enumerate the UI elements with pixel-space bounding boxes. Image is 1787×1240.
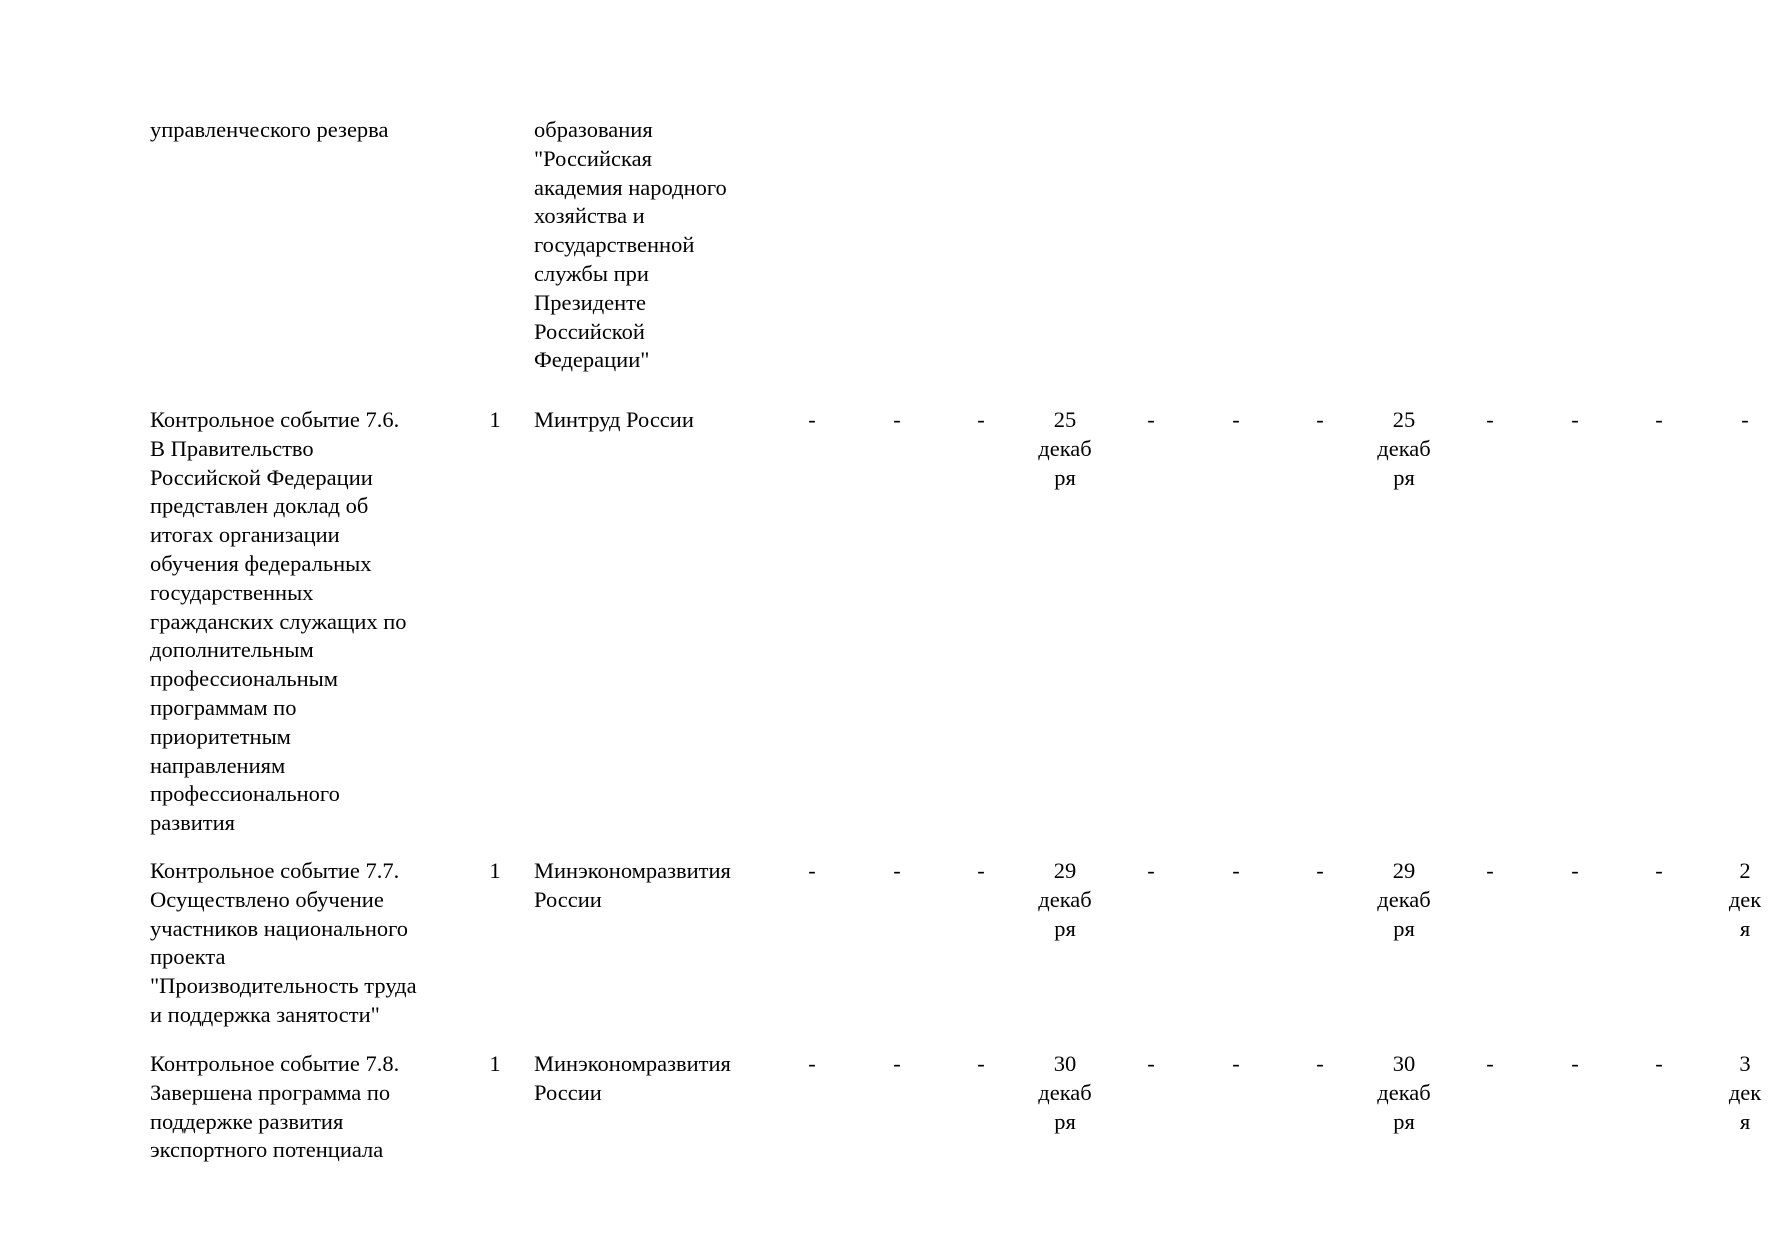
text-line: - xyxy=(1486,858,1494,883)
period-cell xyxy=(770,406,854,435)
text-line: декаб xyxy=(1377,886,1431,912)
period-cell xyxy=(770,857,854,886)
text-line: - xyxy=(1316,858,1324,883)
count-cell: 1 xyxy=(489,1051,501,1076)
text-line: дополнительным xyxy=(150,637,314,663)
text-line: государственной xyxy=(534,232,695,258)
text-line: - xyxy=(893,858,901,883)
text-line: Контрольное событие 7.7. xyxy=(150,858,400,883)
period-cell xyxy=(1448,1050,1532,1079)
period-cell xyxy=(855,1050,939,1079)
text-line: профессиональным xyxy=(150,666,339,692)
text-line: - xyxy=(1147,1051,1155,1076)
period-cell xyxy=(1194,406,1278,435)
text-line: дек xyxy=(1728,886,1762,912)
text-line: - xyxy=(1147,858,1155,883)
period-cell xyxy=(1533,406,1617,435)
text-line: Контрольное событие 7.6. xyxy=(150,407,400,432)
period-cell xyxy=(939,1050,1023,1079)
period-cell xyxy=(1109,857,1193,886)
text-line: и поддержка занятости" xyxy=(150,1001,380,1027)
text-line: - xyxy=(1147,407,1155,432)
period-cell xyxy=(1362,857,1446,943)
text-line: - xyxy=(1316,1051,1324,1076)
text-line: 29 xyxy=(1053,858,1077,883)
period-cell xyxy=(1023,857,1107,943)
text-line: ря xyxy=(1393,1108,1415,1134)
text-line: 30 xyxy=(1053,1051,1077,1076)
period-cell xyxy=(1617,857,1701,886)
text-line: академия народного xyxy=(534,174,727,200)
period-cell xyxy=(939,857,1023,886)
period-cell xyxy=(1448,857,1532,886)
text-line: Президенте xyxy=(534,289,646,315)
text-line: 25 xyxy=(1392,407,1416,432)
period-cell xyxy=(1023,406,1107,492)
text-line: развития xyxy=(150,810,236,836)
text-line: Завершена программа по xyxy=(150,1079,391,1105)
count-cell: 1 xyxy=(489,858,501,883)
period-cell xyxy=(1109,406,1193,435)
text-line: я xyxy=(1739,915,1751,941)
text-line: Осуществлено обучение xyxy=(150,886,384,912)
period-cell xyxy=(1023,1050,1107,1136)
text-line: ря xyxy=(1054,915,1076,941)
text-line: - xyxy=(1741,407,1749,432)
event-description-cell xyxy=(150,116,455,145)
period-cell xyxy=(1194,1050,1278,1079)
text-line: - xyxy=(893,1051,901,1076)
event-description-cell xyxy=(150,1050,455,1165)
text-line: поддержке развития xyxy=(150,1108,344,1134)
period-cell xyxy=(939,406,1023,435)
period-cell xyxy=(1278,1050,1362,1079)
text-line: участников национального xyxy=(150,915,409,941)
text-line: я xyxy=(1739,1108,1751,1134)
text-line: - xyxy=(1486,407,1494,432)
responsible-agency-cell xyxy=(534,857,759,915)
text-line: гражданских служащих по xyxy=(150,608,407,634)
text-line: - xyxy=(1655,858,1663,883)
text-line: приоритетным xyxy=(150,723,291,749)
text-line: декаб xyxy=(1377,1079,1431,1105)
text-line: Минэкономразвития xyxy=(534,1051,731,1076)
period-cell xyxy=(1362,406,1446,492)
text-line: управленческого резерва xyxy=(150,117,389,142)
period-cell xyxy=(1703,406,1787,435)
period-cell xyxy=(1448,406,1532,435)
period-cell xyxy=(1362,1050,1446,1136)
text-line: службы при xyxy=(534,260,649,286)
text-line: государственных xyxy=(150,579,314,605)
text-line: декаб xyxy=(1377,435,1431,461)
text-line: - xyxy=(1486,1051,1494,1076)
text-line: декаб xyxy=(1038,1079,1092,1105)
text-line: - xyxy=(1571,407,1579,432)
text-line: - xyxy=(808,1051,816,1076)
text-line: - xyxy=(977,407,985,432)
period-cell xyxy=(1533,1050,1617,1079)
text-line: - xyxy=(808,858,816,883)
text-line: Российской xyxy=(534,318,645,344)
text-line: - xyxy=(1232,858,1240,883)
text-line: проекта xyxy=(150,944,226,970)
text-line: 2 xyxy=(1739,858,1751,883)
text-line: Минэкономразвития xyxy=(534,858,731,883)
period-cell xyxy=(1617,406,1701,435)
event-description-cell xyxy=(150,406,455,838)
text-line: 30 xyxy=(1392,1051,1416,1076)
responsible-agency-cell xyxy=(534,406,759,435)
text-line: декаб xyxy=(1038,435,1092,461)
text-line: - xyxy=(1232,407,1240,432)
text-line: профессионального xyxy=(150,781,340,807)
text-line: - xyxy=(1571,858,1579,883)
text-line: - xyxy=(1571,1051,1579,1076)
text-line: декаб xyxy=(1038,886,1092,912)
text-line: "Российская xyxy=(534,145,652,171)
text-line: Федерации" xyxy=(534,347,650,373)
text-line: - xyxy=(1232,1051,1240,1076)
text-line: Контрольное событие 7.8. xyxy=(150,1051,400,1076)
responsible-agency-cell xyxy=(534,116,759,375)
text-line: 3 xyxy=(1739,1051,1751,1076)
text-line: - xyxy=(977,858,985,883)
period-cell xyxy=(1703,857,1787,943)
period-cell xyxy=(1109,1050,1193,1079)
text-line: ря xyxy=(1393,464,1415,490)
text-line: "Производительность труда xyxy=(150,973,417,999)
text-line: - xyxy=(808,407,816,432)
period-cell xyxy=(1278,406,1362,435)
text-line: представлен доклад об xyxy=(150,493,369,519)
text-line: дек xyxy=(1728,1079,1762,1105)
text-line: программам по xyxy=(150,694,297,720)
event-description-cell xyxy=(150,857,455,1030)
period-cell xyxy=(770,1050,854,1079)
text-line: экспортного потенциала xyxy=(150,1137,384,1163)
period-cell xyxy=(1194,857,1278,886)
text-line: Российской Федерации xyxy=(150,464,373,490)
count-cell: 1 xyxy=(489,407,501,432)
text-line: итогах организации xyxy=(150,522,340,548)
text-line: направлениям xyxy=(150,752,286,778)
responsible-agency-cell xyxy=(534,1050,759,1108)
text-line: В Правительство xyxy=(150,435,314,461)
text-line: 25 xyxy=(1053,407,1077,432)
text-line: России xyxy=(534,1079,602,1105)
period-cell xyxy=(1703,1050,1787,1136)
text-line: хозяйства и xyxy=(534,203,645,229)
text-line: ря xyxy=(1393,915,1415,941)
text-line: - xyxy=(1655,407,1663,432)
period-cell xyxy=(1278,857,1362,886)
text-line: обучения федеральных xyxy=(150,550,372,576)
text-line: ря xyxy=(1054,1108,1076,1134)
text-line: ря xyxy=(1054,464,1076,490)
text-line: 29 xyxy=(1392,858,1416,883)
period-cell xyxy=(1617,1050,1701,1079)
period-cell xyxy=(1533,857,1617,886)
text-line: - xyxy=(1655,1051,1663,1076)
text-line: Минтруд России xyxy=(534,407,694,432)
text-line: - xyxy=(893,407,901,432)
text-line: России xyxy=(534,886,602,912)
text-line: - xyxy=(977,1051,985,1076)
text-line: - xyxy=(1316,407,1324,432)
period-cell xyxy=(855,406,939,435)
text-line: образования xyxy=(534,117,653,142)
period-cell xyxy=(855,857,939,886)
